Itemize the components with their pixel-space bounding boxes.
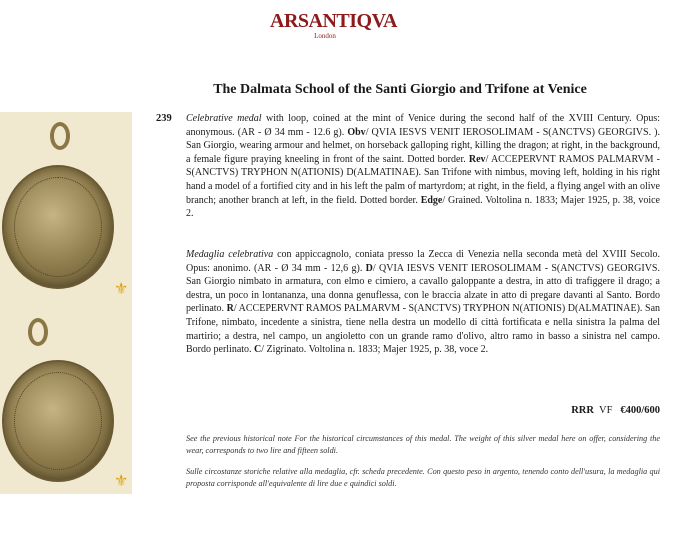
description-english: Celebrative medal with loop, coined at the mint of Venice during the second half of the XVIII Century. Opus: anonymous. (AR - Ø 34 mm - 12.6 g). Obv/ QVIA IESVS VENIT IEROSOLIMAM - S(ANCTVS) GEORGIVS. ). San Giorgio, wearing armour and helmet, on horseback galloping right, killing the dragon; at right, in the background, a female figure praying kneeling in front of the saint. Dotted border. Rev/ ACCEPERVNT RAMOS PALMARVM - S(ANCTVS) TRYPHON N(ATIONIS) D(ALMATINAE). San Trifone with nimbus, moving left, holding in his right hand a model of a fortified city and in his left the palm of martyrdom; at right, in the field, a flying angel with an olive branch; another branch at left, in the field. Dotted border. Edge/ Grained. Voltolina n. 1833; Majer 1925, p. 38, voice 2. <box>186 113 660 220</box>
intro-italic: Celebrative medal <box>186 113 262 124</box>
reverse-label: Rev <box>468 153 486 165</box>
fleur-de-lis-icon: ⚜ <box>114 473 129 490</box>
medal-loop-reverse <box>28 318 48 346</box>
obverse-label: Obv <box>347 126 366 138</box>
grade: VF <box>599 405 613 416</box>
c-label: C <box>254 344 262 356</box>
d-label: D <box>365 262 373 274</box>
historical-note-english: See the previous historical note For the historical circumstances of this medal. The weight of this silver medal here on offer, considering the wear, corresponds to two lire and fifteen soldi. <box>186 434 660 455</box>
medal-loop-obverse <box>50 122 70 150</box>
price-line <box>500 405 660 416</box>
edge-label: Edge <box>420 194 443 206</box>
intro-italic-it: Medaglia celebrativa <box>186 249 274 260</box>
lot-number: 239 <box>156 113 172 124</box>
estimate-price: €400/600 <box>620 405 660 416</box>
medal-obverse-image <box>2 165 114 289</box>
description-italian: Medaglia celebrativa con appiccagnolo, coniata presso la Zecca di Venezia nella seconda metà del XVIII Secolo. Opus: anonimo. (AR - Ø 34 mm - 12,6 g). D/ QVIA IESVS VENIT IEROSOLIMAM - S(ANCTVS) GEORGIVS. San Giorgio nimbato in armatura, con elmo e cimiero, a cavallo galoppante a destra, in atto di trafiggere il drago; a destra, un poco in lontananza, una donna genuflessa, con le braccia alzate in atto di pregare davanti al Santo. Bordo perlinato. R/ ACCEPERVNT RAMOS PALMARVM - S(ANCTVS) TRYPHON N(ATIONIS) D(ALMATINAE). San Trifone, nimbato, incedente a sinistra, tiene nella destra un modello di città fortificata e nella sinistra la palma del martirio; a destra, nel campo, un angioletto con un grande ramo d'olivo, altro ramo in basso a sinistra nel campo. Bordo perlinato. C/ Zigrinato. Voltolina n. 1833; Majer 1925, p. 38, voce 2. <box>186 249 661 356</box>
medal-reverse-image <box>2 360 114 482</box>
fleur-de-lis-icon: ⚜ <box>114 281 129 298</box>
rarity: RRR <box>571 405 594 416</box>
r-label: R <box>226 303 234 315</box>
historical-note-italian: Sulle circostanze storiche relative alla medaglia, cfr. scheda precedente. Con questo peso in argento, tenendo conto dell'usura, la medaglia qui proposta corrisponde all'equivalente di lire due e quindici soldi. <box>186 467 660 488</box>
page-title: The Dalmata School of the Santi Giorgio and Trifone at Venice <box>213 82 587 97</box>
logo-subtitle: London <box>314 32 336 40</box>
arsantiqva-logo <box>270 10 397 44</box>
logo-wordmark: ARSANTIQVA <box>270 10 397 32</box>
